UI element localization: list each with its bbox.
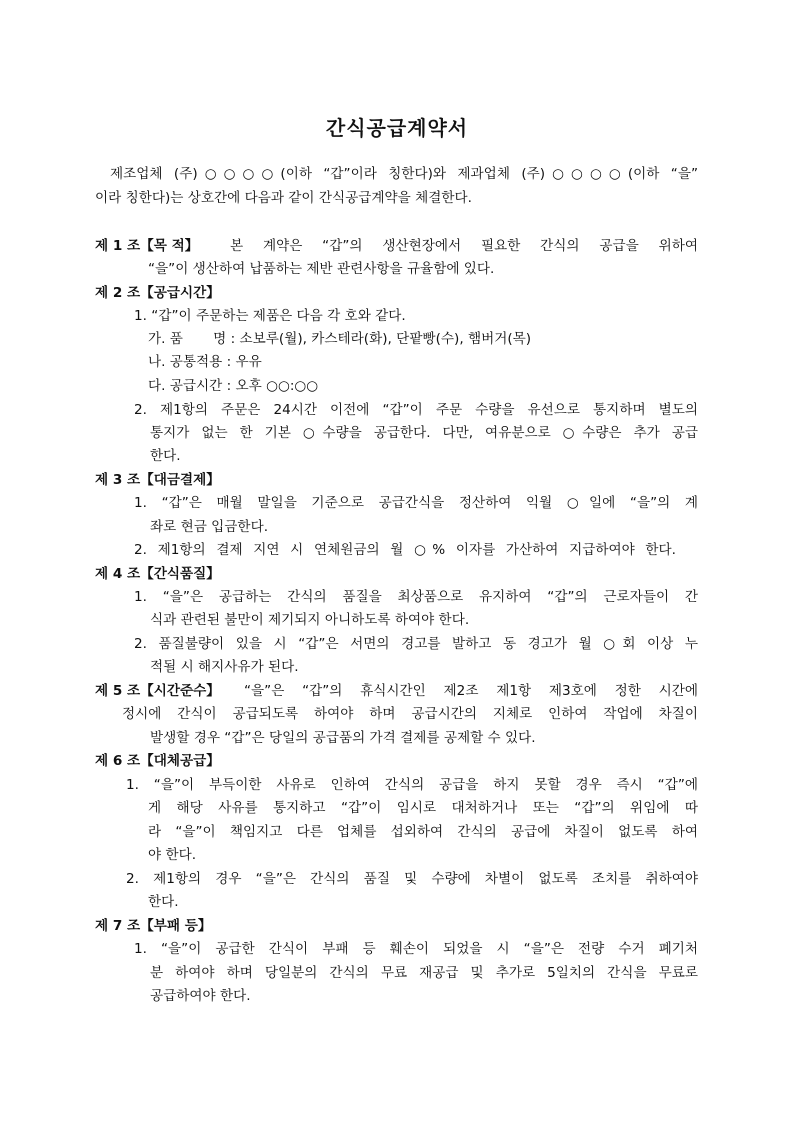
article-line: 2. 품질불량이 있을 시 “갑”은 서면의 경고를 발하고 동 경고가 월 ○회 이상 누 <box>134 636 698 652</box>
article-line: 1. “갑”이 주문하는 제품은 다음 각 호와 같다. <box>134 308 406 324</box>
preamble-line: 제조업체 (주)○○○○(이하 “갑”이라 칭한다)와 제과업체 (주)○○○○(이하 “을” <box>110 166 698 182</box>
article-line: 적될 시 해지사유가 된다. <box>150 659 299 675</box>
article-line: 분 하여야 하며 당일분의 간식의 무료 재공급 및 추가로 5일치의 간식을 무료로 <box>150 965 698 981</box>
article-line: 다. 공급시간 : 오후 ○○:○○ <box>148 378 319 394</box>
article-line: 야 한다. <box>148 847 197 863</box>
article-6-heading: 제 6 조【대체공급】 <box>95 753 220 769</box>
article-line: 식과 관련된 불만이 제기되지 아니하도록 하여야 한다. <box>150 612 470 628</box>
article-line: 1. “갑”은 매월 말일을 기준으로 공급간식을 정산하여 익월 ○일에 “을”의 계 <box>134 495 698 511</box>
article-line: 통지가 없는 한 기본 ○수량을 공급한다. 다만, 여유분으로 ○수량은 추가 공급 <box>150 425 698 441</box>
article-line: 2. 제1항의 주문은 24시간 이전에 “갑”이 주문 수량을 유선으로 통지하며 별도의 <box>134 402 698 418</box>
article-line: 1. “을”이 부득이한 사유로 인하여 간식의 공급을 하지 못할 경우 즉시 “갑”에 <box>126 777 698 793</box>
article-line: 가. 품 명 : 소보루(월), 카스테라(화), 단팥빵(수), 햄버거(목) <box>148 331 532 347</box>
preamble-line: 이라 칭한다)는 상호간에 다음과 같이 간식공급계약을 체결한다. <box>95 190 472 206</box>
article-line: 라 “을”이 책임지고 다른 업체를 섭외하여 간식의 공급에 차질이 없도록 하여 <box>148 824 698 840</box>
article-2-heading: 제 2 조【공급시간】 <box>95 285 220 301</box>
article-line: 한다. <box>148 894 179 910</box>
article-line: “을”은 “갑”의 휴식시간인 제2조 제1항 제3호에 정한 시간에 <box>244 683 698 699</box>
article-7-heading: 제 7 조【부패 등】 <box>95 918 212 934</box>
article-5-heading: 제 5 조【시간준수】 <box>95 683 220 699</box>
article-line: 2. 제1항의 경우 “을”은 간식의 품질 및 수량에 차별이 없도록 조치를 취하여야 <box>126 871 698 887</box>
article-line: 한다. <box>150 448 181 464</box>
article-3-heading: 제 3 조【대금결제】 <box>95 472 220 488</box>
article-line: 좌로 현금 입금한다. <box>150 519 269 535</box>
article-line: 2. 제1항의 결제 지연 시 연체원금의 월 ○% 이자를 가산하여 지급하여야 한다. <box>134 542 676 558</box>
article-line: “을”이 생산하여 납품하는 제반 관련사항을 규율함에 있다. <box>148 261 495 277</box>
article-line: 발생할 경우 “갑”은 당일의 공급품의 가격 결제를 공제할 수 있다. <box>150 730 536 746</box>
article-1-heading: 제 1 조【목 적】 <box>95 238 199 254</box>
article-line: 1. “을”은 공급하는 간식의 품질을 최상품으로 유지하여 “갑”의 근로자들이 간 <box>134 589 698 605</box>
article-line: 본 계약은 “갑”의 생산현장에서 필요한 간식의 공급을 위하여 <box>230 238 698 254</box>
article-line: 공급하여야 한다. <box>150 988 251 1004</box>
article-line: 게 해당 사유를 통지하고 “갑”이 임시로 대처하거나 또는 “갑”의 위임에 따 <box>148 800 698 816</box>
article-line: 나. 공통적용 : 우유 <box>148 354 262 370</box>
article-line: 정시에 간식이 공급되도록 하여야 하며 공급시간의 지체로 인하여 작업에 차질이 <box>122 706 698 722</box>
article-4-heading: 제 4 조【간식품질】 <box>95 566 220 582</box>
article-line: 1. “을”이 공급한 간식이 부패 등 훼손이 되었을 시 “을”은 전량 수거 폐기처 <box>134 941 698 957</box>
document-title: 간식공급계약서 <box>325 116 469 140</box>
